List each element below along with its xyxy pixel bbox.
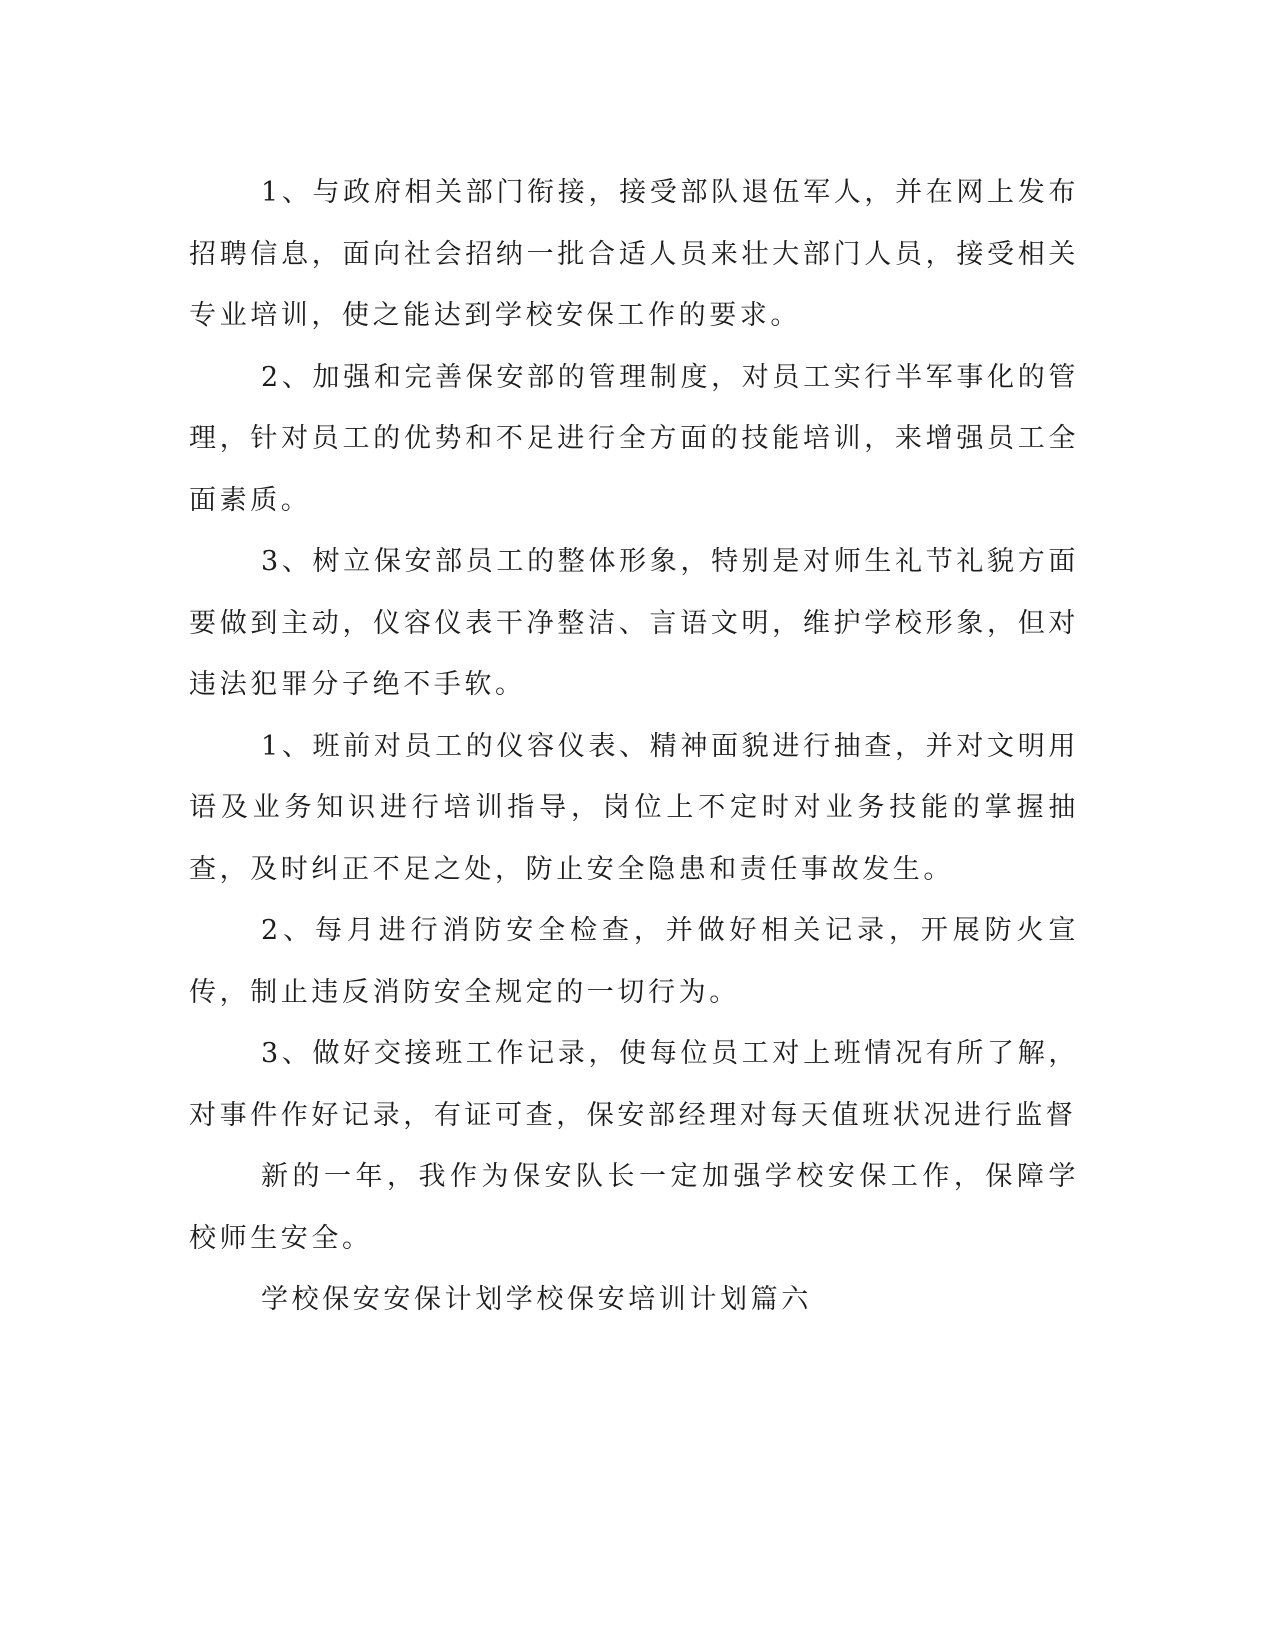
paragraph-1: 1、与政府相关部门衔接，接受部队退伍军人，并在网上发布招聘信息，面向社会招纳一批合适人员来壮大部门人员，接受相关专业培训，使之能达到学校安保工作的要求。	[189, 177, 1079, 331]
paragraph-3: 3、树立保安部员工的整体形象，特别是对师生礼节礼貌方面要做到主动，仪容仪表干净整洁、言语文明，维护学校形象，但对违法犯罪分子绝不手软。	[189, 546, 1079, 700]
section-heading: 学校保安安保计划学校保安培训计划篇六	[261, 1284, 812, 1315]
paragraph-6: 3、做好交接班工作记录，使每位员工对上班情况有所了解，对事件作好记录，有证可查，保安部经理对每天值班状况进行监督	[189, 1038, 1079, 1131]
document-body	[189, 162, 1079, 1331]
paragraph-2: 2、加强和完善保安部的管理制度，对员工实行半军事化的管理，针对员工的优势和不足进行全方面的技能培训，来增强员工全面素质。	[189, 361, 1079, 516]
paragraph-7: 新的一年，我作为保安队长一定加强学校安保工作，保障学校师生安全。	[189, 1161, 1079, 1254]
paragraph-5: 2、每月进行消防安全检查，并做好相关记录，开展防火宣传，制止违反消防安全规定的一切行为。	[189, 915, 1079, 1008]
paragraph-4: 1、班前对员工的仪容仪表、精神面貌进行抽查，并对文明用语及业务知识进行培训指导，岗位上不定时对业务技能的掌握抽查，及时纠正不足之处，防止安全隐患和责任事故发生。	[189, 730, 1079, 885]
